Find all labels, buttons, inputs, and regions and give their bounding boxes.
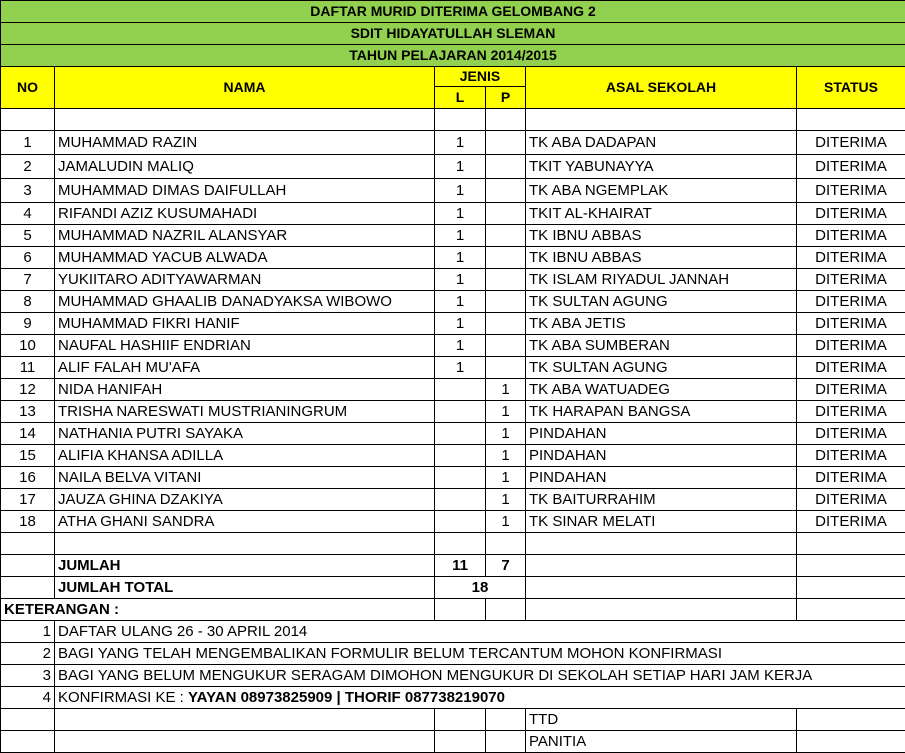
cell-jenis-p: 1 (486, 401, 526, 423)
panitia-label: PANITIA (526, 731, 797, 753)
table-row (1, 445, 905, 467)
cell-nama: JAMALUDIN MALIQ (55, 155, 435, 179)
cell-nama: MUHAMMAD YACUB ALWADA (55, 247, 435, 269)
cell-jenis-l: 1 (435, 291, 486, 313)
cell-no: 14 (1, 423, 55, 445)
cell-status: DITERIMA (797, 203, 905, 225)
banner-school: SDIT HIDAYATULLAH SLEMAN (1, 23, 905, 45)
cell-no: 12 (1, 379, 55, 401)
banner-title: DAFTAR MURID DITERIMA GELOMBANG 2 (1, 1, 905, 23)
cell-asal-sekolah: TK SULTAN AGUNG (526, 357, 797, 379)
cell-jenis-l: 1 (435, 247, 486, 269)
note-number: 1 (1, 621, 55, 643)
cell-status: DITERIMA (797, 423, 905, 445)
cell-no: 5 (1, 225, 55, 247)
cell-status: DITERIMA (797, 511, 905, 533)
cell-jenis-l: 1 (435, 155, 486, 179)
cell-asal-sekolah: TK IBNU ABBAS (526, 225, 797, 247)
cell-asal-sekolah: PINDAHAN (526, 445, 797, 467)
table-row (1, 155, 905, 179)
table-row (1, 489, 905, 511)
table-row (1, 313, 905, 335)
jumlah-row (1, 555, 905, 577)
header-l: L (435, 87, 486, 109)
cell-no: 4 (1, 203, 55, 225)
table-row (1, 357, 905, 379)
table-row (1, 423, 905, 445)
header-asal: ASAL SEKOLAH (526, 67, 797, 109)
cell-status: DITERIMA (797, 131, 905, 155)
cell-status: DITERIMA (797, 269, 905, 291)
note-item (1, 643, 905, 665)
cell-no: 10 (1, 335, 55, 357)
cell-asal-sekolah: TK ABA NGEMPLAK (526, 179, 797, 203)
cell-status: DITERIMA (797, 467, 905, 489)
cell-nama: MUHAMMAD NAZRIL ALANSYAR (55, 225, 435, 247)
cell-nama: NAILA BELVA VITANI (55, 467, 435, 489)
cell-no: 17 (1, 489, 55, 511)
note-item (1, 665, 905, 687)
table-row (1, 203, 905, 225)
cell-asal-sekolah: PINDAHAN (526, 423, 797, 445)
cell-jenis-p (486, 313, 526, 335)
cell-no: 7 (1, 269, 55, 291)
cell-jenis-p (486, 357, 526, 379)
cell-no: 2 (1, 155, 55, 179)
cell-jenis-l (435, 467, 486, 489)
table-row (1, 131, 905, 155)
cell-jenis-p: 1 (486, 445, 526, 467)
cell-asal-sekolah: PINDAHAN (526, 467, 797, 489)
cell-jenis-p (486, 247, 526, 269)
cell-no: 15 (1, 445, 55, 467)
cell-jenis-l: 1 (435, 131, 486, 155)
keterangan-heading: KETERANGAN : (1, 599, 435, 621)
jumlah-total-label: JUMLAH TOTAL (55, 577, 435, 599)
note-text: BAGI YANG BELUM MENGUKUR SERAGAM DIMOHON MENGUKUR DI SEKOLAH SETIAP HARI JAM KERJA (55, 665, 905, 687)
cell-jenis-l (435, 511, 486, 533)
cell-status: DITERIMA (797, 179, 905, 203)
cell-jenis-p (486, 179, 526, 203)
cell-nama: TRISHA NARESWATI MUSTRIANINGRUM (55, 401, 435, 423)
cell-jenis-p (486, 131, 526, 155)
cell-no: 3 (1, 179, 55, 203)
cell-asal-sekolah: TK SINAR MELATI (526, 511, 797, 533)
cell-no: 1 (1, 131, 55, 155)
cell-no: 11 (1, 357, 55, 379)
table-row (1, 379, 905, 401)
cell-nama: RIFANDI AZIZ KUSUMAHADI (55, 203, 435, 225)
cell-status: DITERIMA (797, 445, 905, 467)
cell-asal-sekolah: TK SULTAN AGUNG (526, 291, 797, 313)
cell-jenis-l (435, 489, 486, 511)
cell-status: DITERIMA (797, 335, 905, 357)
cell-jenis-p (486, 203, 526, 225)
cell-jenis-l (435, 379, 486, 401)
jumlah-l: 11 (435, 555, 486, 577)
cell-jenis-l: 1 (435, 269, 486, 291)
cell-nama: YUKIITARO ADITYAWARMAN (55, 269, 435, 291)
cell-jenis-l: 1 (435, 335, 486, 357)
cell-jenis-p: 1 (486, 489, 526, 511)
cell-asal-sekolah: TK ISLAM RIYADUL JANNAH (526, 269, 797, 291)
cell-jenis-l: 1 (435, 357, 486, 379)
ttd-label: TTD (526, 709, 797, 731)
jumlah-p: 7 (486, 555, 526, 577)
cell-jenis-l: 1 (435, 179, 486, 203)
cell-nama: NIDA HANIFAH (55, 379, 435, 401)
cell-status: DITERIMA (797, 489, 905, 511)
cell-status: DITERIMA (797, 247, 905, 269)
cell-no: 18 (1, 511, 55, 533)
cell-status: DITERIMA (797, 357, 905, 379)
contact-numbers: YAYAN 08973825909 | THORIF 087738219070 (188, 689, 505, 706)
note-number: 3 (1, 665, 55, 687)
cell-nama: ALIF FALAH MU'AFA (55, 357, 435, 379)
cell-jenis-p: 1 (486, 379, 526, 401)
cell-jenis-l: 1 (435, 225, 486, 247)
cell-nama: MUHAMMAD GHAALIB DANADYAKSA WIBOWO (55, 291, 435, 313)
cell-no: 6 (1, 247, 55, 269)
cell-no: 8 (1, 291, 55, 313)
cell-jenis-p (486, 155, 526, 179)
cell-status: DITERIMA (797, 291, 905, 313)
table-row (1, 511, 905, 533)
cell-jenis-l (435, 401, 486, 423)
cell-status: DITERIMA (797, 225, 905, 247)
note-number: 2 (1, 643, 55, 665)
cell-asal-sekolah: TK ABA JETIS (526, 313, 797, 335)
table-row (1, 335, 905, 357)
cell-no: 13 (1, 401, 55, 423)
cell-no: 16 (1, 467, 55, 489)
header-nama: NAMA (55, 67, 435, 109)
note-text: DAFTAR ULANG 26 - 30 APRIL 2014 (55, 621, 905, 643)
cell-jenis-p (486, 335, 526, 357)
cell-jenis-p: 1 (486, 423, 526, 445)
cell-nama: NATHANIA PUTRI SAYAKA (55, 423, 435, 445)
table-row (1, 291, 905, 313)
banner-year: TAHUN PELAJARAN 2014/2015 (1, 45, 905, 67)
cell-nama: JAUZA GHINA DZAKIYA (55, 489, 435, 511)
note-item-contact (1, 687, 905, 709)
cell-asal-sekolah: TK BAITURRAHIM (526, 489, 797, 511)
header-status: STATUS (797, 67, 905, 109)
cell-asal-sekolah: TK ABA WATUADEG (526, 379, 797, 401)
cell-jenis-l: 1 (435, 313, 486, 335)
cell-status: DITERIMA (797, 313, 905, 335)
cell-asal-sekolah: TK ABA DADAPAN (526, 131, 797, 155)
note-number: 4 (1, 687, 55, 709)
jumlah-total-value: 18 (435, 577, 526, 599)
header-no: NO (1, 67, 55, 109)
cell-jenis-p: 1 (486, 467, 526, 489)
cell-status: DITERIMA (797, 401, 905, 423)
cell-asal-sekolah: TK HARAPAN BANGSA (526, 401, 797, 423)
cell-nama: MUHAMMAD RAZIN (55, 131, 435, 155)
cell-asal-sekolah: TKIT AL-KHAIRAT (526, 203, 797, 225)
header-p: P (486, 87, 526, 109)
table-row (1, 225, 905, 247)
table-row (1, 401, 905, 423)
table-row (1, 467, 905, 489)
cell-nama: MUHAMMAD DIMAS DAIFULLAH (55, 179, 435, 203)
note-item (1, 621, 905, 643)
cell-nama: MUHAMMAD FIKRI HANIF (55, 313, 435, 335)
cell-status: DITERIMA (797, 379, 905, 401)
cell-nama: NAUFAL HASHIIF ENDRIAN (55, 335, 435, 357)
cell-jenis-l (435, 423, 486, 445)
cell-jenis-l (435, 445, 486, 467)
note-text: BAGI YANG TELAH MENGEMBALIKAN FORMULIR BELUM TERCANTUM MOHON KONFIRMASI (55, 643, 905, 665)
header-jenis: JENIS (435, 67, 526, 87)
jumlah-label: JUMLAH (55, 555, 435, 577)
cell-nama: ALIFIA KHANSA ADILLA (55, 445, 435, 467)
table-row (1, 269, 905, 291)
contact-prefix: KONFIRMASI KE : (58, 689, 188, 706)
cell-nama: ATHA GHANI SANDRA (55, 511, 435, 533)
cell-jenis-l: 1 (435, 203, 486, 225)
cell-jenis-p (486, 269, 526, 291)
cell-status: DITERIMA (797, 155, 905, 179)
cell-asal-sekolah: TK ABA SUMBERAN (526, 335, 797, 357)
cell-asal-sekolah: TK IBNU ABBAS (526, 247, 797, 269)
cell-no: 9 (1, 313, 55, 335)
jumlah-total-row (1, 577, 905, 599)
cell-asal-sekolah: TKIT YABUNAYYA (526, 155, 797, 179)
cell-jenis-p (486, 291, 526, 313)
cell-jenis-p: 1 (486, 511, 526, 533)
cell-jenis-p (486, 225, 526, 247)
table-row (1, 247, 905, 269)
table-row (1, 179, 905, 203)
